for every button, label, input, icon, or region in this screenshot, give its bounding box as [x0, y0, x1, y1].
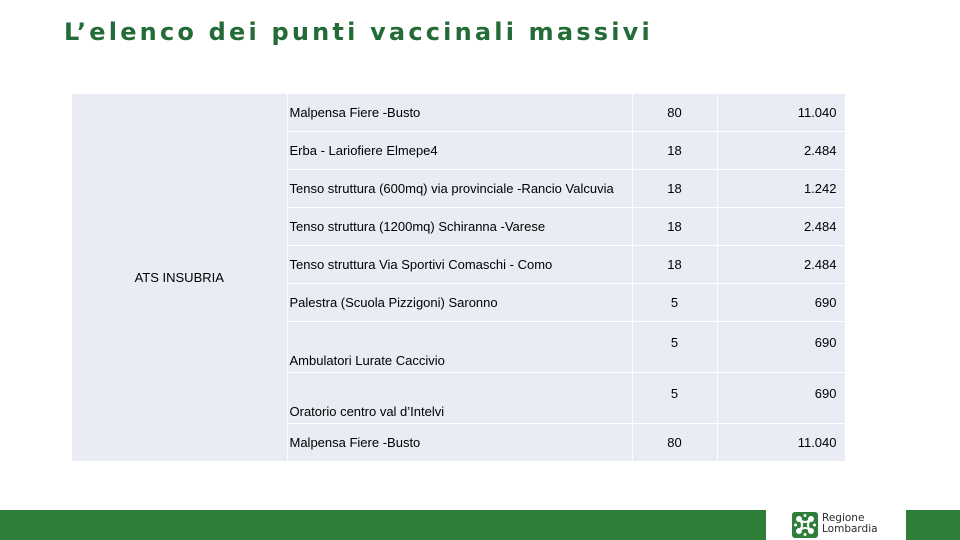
lines-cell: 80: [632, 94, 717, 132]
logo-text: [822, 513, 878, 535]
doses-cell: 11.040: [717, 94, 845, 132]
lines-cell: 5: [632, 373, 717, 424]
site-name-cell: Oratorio centro val d’Intelvi: [287, 373, 632, 424]
doses-cell: 690: [717, 284, 845, 322]
lines-cell: 18: [632, 170, 717, 208]
doses-cell: 2.484: [717, 246, 845, 284]
site-name-cell: Tenso struttura Via Sportivi Comaschi - Como: [287, 246, 632, 284]
lines-cell: 5: [632, 322, 717, 373]
regione-lombardia-logo: [766, 504, 906, 540]
site-name-cell: Tenso struttura (1200mq) Schiranna -Varese: [287, 208, 632, 246]
lines-cell: 80: [632, 424, 717, 462]
lines-cell: 18: [632, 132, 717, 170]
site-name-cell: Ambulatori Lurate Caccivio: [287, 322, 632, 373]
table-row: [72, 94, 845, 132]
doses-cell: 690: [717, 322, 845, 373]
doses-cell: 2.484: [717, 208, 845, 246]
site-name-cell: Erba - Lariofiere Elmepe4: [287, 132, 632, 170]
doses-cell: 690: [717, 373, 845, 424]
lines-cell: 5: [632, 284, 717, 322]
slide-title: L’elenco dei punti vaccinali massivi: [64, 18, 653, 46]
lines-cell: 18: [632, 246, 717, 284]
logo-line-lombardia: Lombardia: [822, 523, 878, 535]
regione-lombardia-rosa-camuna-icon: [792, 512, 818, 538]
doses-cell: 11.040: [717, 424, 845, 462]
site-name-cell: Tenso struttura (600mq) via provinciale -Rancio Valcuvia: [287, 170, 632, 208]
logo-line-regione: Regione: [822, 512, 865, 524]
site-name-cell: Palestra (Scuola Pizzigoni) Saronno: [287, 284, 632, 322]
doses-cell: 2.484: [717, 132, 845, 170]
doses-cell: 1.242: [717, 170, 845, 208]
vaccination-sites-table: [72, 94, 846, 462]
region-cell: ATS INSUBRIA: [72, 94, 287, 462]
site-name-cell: Malpensa Fiere -Busto: [287, 94, 632, 132]
lines-cell: 18: [632, 208, 717, 246]
site-name-cell: Malpensa Fiere -Busto: [287, 424, 632, 462]
